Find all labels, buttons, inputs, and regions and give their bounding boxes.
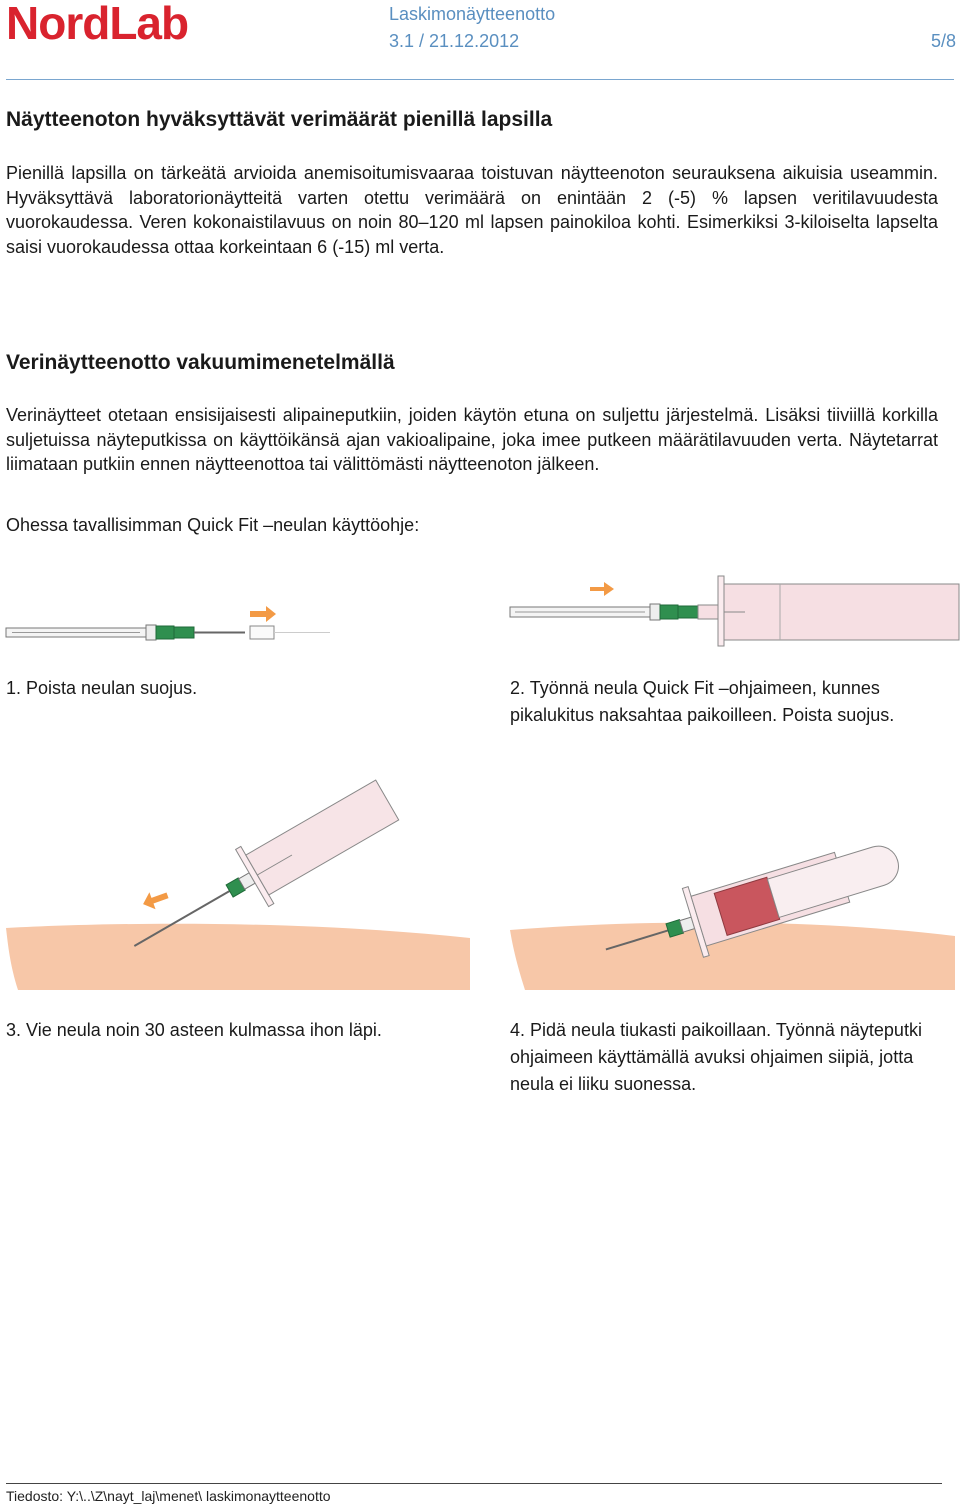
step-1-caption: 1. Poista neulan suojus. <box>6 678 198 698</box>
needle-cover-icon <box>250 626 274 639</box>
header-divider <box>6 79 954 80</box>
arrow-right-icon <box>250 606 276 622</box>
arrow-right-icon <box>590 582 614 596</box>
step-4-caption: 4. Pidä neula tiukasti paikoillaan. Työnnä näyteputki ohjaimeen käyttämällä avuksi ohjaimen siipiä, jotta neula ei liiku suonessa. <box>510 1020 922 1094</box>
step3-illustration <box>0 800 470 990</box>
step-2-caption: 2. Työnnä neula Quick Fit –ohjaimeen, kunnes pikalukitus naksahtaa paikoilleen. Poista suojus. <box>510 678 895 725</box>
arm-skin <box>6 924 470 990</box>
needle-body <box>6 625 245 640</box>
needle-body <box>510 604 698 620</box>
page-number: 5/8 <box>930 31 956 51</box>
section-paragraph-blood-volumes: Pienillä lapsilla on tärkeätä arvioida anemisoitumisvaaraa toistuvan näytteenoton seurauksena aikuisia useammin. Hyväksyttävä laboratorionäytteitä varten otettu verimäärä on enintään 2 (-5) % lapsen veritilavuudesta vuorokaudessa. Veren kokonaistilavuus on noin 80–120 ml lapsen painokiloa kohti. Esimerkiksi 3-kiloiselta lapselta saisi vuorokaudessa ottaa korkeintaan 6 (-15) ml verta. <box>6 163 938 257</box>
step-3-caption: 3. Vie neula noin 30 asteen kulmassa ihon läpi. <box>6 1020 382 1040</box>
section-paragraph-vacuum-method: Verinäytteet otetaan ensisijaisesti alipaineputkiin, joiden käytön etuna on suljettu järjestelmä. Lisäksi tiiviillä korkilla suljetuissa näyteputkissa on käyttöikänsä ajan vakioalipaine, joka imee putkeen määrätilavuuden verta. Näytetarrat liimataan putkiin ennen näytteenottoa tai välittömästi näytteenoton jälkeen. <box>6 405 938 475</box>
section-heading-vacuum-method: Verinäytteenotto vakuumimenetelmällä <box>6 351 395 374</box>
nordlab-logo: NordLab <box>6 0 189 49</box>
quick-fit-holder-icon <box>698 576 959 646</box>
step4-illustration <box>505 800 955 990</box>
arrow-left-icon <box>140 887 171 913</box>
step1-illustration <box>0 600 340 650</box>
quick-fit-intro: Ohessa tavallisimman Quick Fit –neulan käyttöohje: <box>6 515 420 535</box>
step2-illustration <box>505 570 955 650</box>
section-heading-blood-volumes: Näytteenoton hyväksyttävät verimäärät pienillä lapsilla <box>6 108 553 131</box>
document-title: Laskimonäytteenotto <box>389 4 556 24</box>
document-version: 3.1 / 21.12.2012 <box>389 31 520 51</box>
footer-file-path: Tiedosto: Y:\..\Z\nayt_laj\menet\ laskimonaytteenotto <box>6 1488 331 1504</box>
footer-divider <box>6 1483 942 1484</box>
